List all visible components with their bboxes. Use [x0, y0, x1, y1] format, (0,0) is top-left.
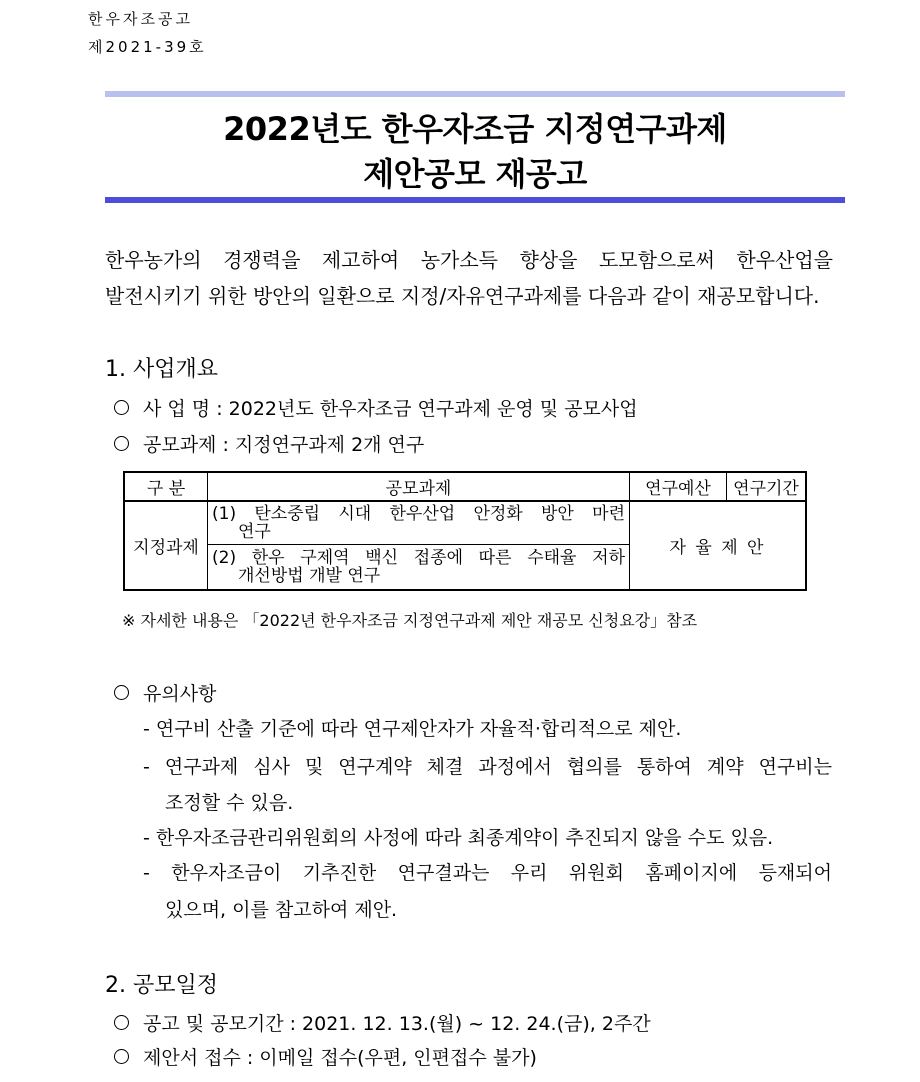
notice-number: 제2021-39호 [88, 38, 207, 56]
intro-paragraph [105, 242, 833, 314]
title-line2: 제안공모 재공고 [363, 155, 587, 193]
notice-org: 한우자조공고 [88, 10, 193, 28]
caution-heading-item [114, 679, 216, 706]
circle-bullet-icon [114, 1049, 129, 1064]
schedule-period: 공고 및 공모기간 : 2021. 12. 13.(월) ~ 12. 24.(금), 2주간 [143, 1013, 651, 1035]
caution-1: - 연구비 산출 기준에 따라 연구제안자가 자율적·합리적으로 제안. [143, 718, 682, 740]
task-cell-1 [208, 501, 630, 545]
submission-method: 제안서 접수 : 이메일 접수(우편, 인편접수 불가) [143, 1047, 537, 1069]
task1-line2: 연구 [238, 522, 271, 542]
section2-heading: 2. 공모일정 [105, 973, 218, 998]
title-top-bar [105, 91, 845, 97]
task1-line1: (1) 탄소중립 시대 한우산업 안정화 방안 마련 [212, 504, 625, 524]
business-name-item [114, 394, 638, 421]
title-line1: 2022년도 한우자조금 지정연구과제 [223, 110, 727, 148]
circle-bullet-icon [114, 436, 129, 451]
budget-period-cell: 자 율 제 안 [630, 501, 807, 590]
reference-note: ※ 자세한 내용은 「2022년 한우자조금 지정연구과제 제안 재공모 신청요강」참조 [122, 611, 698, 630]
caution-4-line2: 있으며, 이를 참고하여 제안. [165, 899, 398, 921]
task-value: : 지정연구과제 2개 연구 [222, 434, 425, 456]
task-item [114, 430, 424, 457]
task-cell-2 [208, 545, 630, 591]
schedule-item-2 [114, 1043, 537, 1070]
circle-bullet-icon [114, 1015, 129, 1030]
task2-line1: (2) 한우 구제역 백신 접종에 따른 수태율 저하 [212, 548, 625, 568]
task-label: 공모과제 [143, 434, 217, 456]
intro-line2: 발전시키기 위한 방안의 일환으로 지정/자유연구과제를 다음과 같이 재공모합니다. [105, 284, 820, 308]
col-header-period: 연구기간 [727, 472, 807, 501]
intro-line1: 한우농가의 경쟁력을 제고하여 농가소득 향상을 도모함으로써 한우산업을 [105, 248, 833, 272]
business-name-value: : 2022년도 한우자조금 연구과제 운영 및 공모사업 [216, 398, 638, 420]
business-name-label: 사 업 명 [143, 398, 211, 420]
col-header-task: 공모과제 [208, 472, 630, 501]
caution-2-line2: 조정할 수 있음. [165, 792, 294, 814]
col-header-category: 구 분 [124, 472, 208, 501]
caution-4-line1: - 한우자조금이 기추진한 연구결과는 우리 위원회 홈페이지에 등재되어 [143, 862, 832, 884]
schedule-item-1 [114, 1009, 651, 1036]
section1-heading: 1. 사업개요 [105, 357, 218, 382]
circle-bullet-icon [114, 400, 129, 415]
category-cell: 지정과제 [124, 501, 208, 590]
caution-2-line1: - 연구과제 심사 및 연구계약 체결 과정에서 협의를 통하여 계약 연구비는 [143, 756, 832, 778]
task-table [123, 471, 807, 591]
title-bottom-bar [105, 197, 845, 203]
task2-line2: 개선방법 개발 연구 [238, 566, 381, 586]
caution-3: - 한우자조금관리위원회의 사정에 따라 최종계약이 추진되지 않을 수도 있음. [143, 827, 774, 849]
circle-bullet-icon [114, 685, 129, 700]
caution-heading: 유의사항 [143, 683, 217, 705]
col-header-budget: 연구예산 [630, 472, 727, 501]
